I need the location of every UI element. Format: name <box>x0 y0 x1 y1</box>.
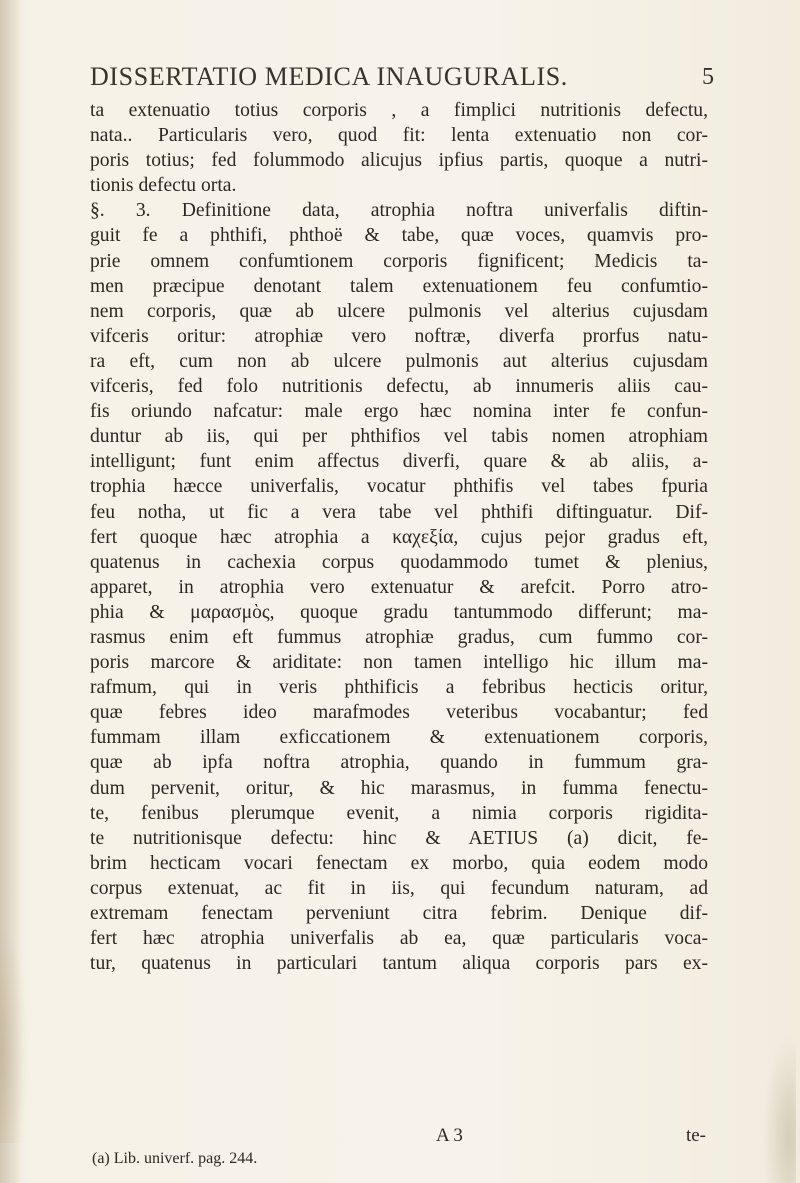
page-header <box>90 62 714 92</box>
text-line: phia & μαρασμὸς, quoque gradu tantummodo differunt; ma- <box>90 601 708 623</box>
text-line: men præcipue denotant talem extenuationem feu confumtio- <box>90 275 708 297</box>
text-line: corpus extenuat, ac fit in iis, qui fecundum naturam, ad <box>90 877 708 899</box>
text-line: rasmus enim eft fummus atrophiæ gradus, cum fummo cor- <box>90 626 708 648</box>
text-line: brim hecticam vocari fenectam ex morbo, quia eodem modo <box>90 852 708 874</box>
text-line: ta extenuatio totius corporis , a fimplici nutritionis defectu, <box>90 100 708 121</box>
catchword-row <box>90 1125 708 1151</box>
text-line: quæ febres ideo marafmodes veteribus vocabantur; fed <box>90 702 708 724</box>
text-line: fummam illam exficcationem & extenuationem corporis, <box>90 727 708 749</box>
text-line: dum pervenit, oritur, & hic marasmus, in fumma fenectu- <box>90 777 708 799</box>
text-line: nem corporis, quæ ab ulcere pulmonis vel alterius cujusdam <box>90 300 708 322</box>
body-text <box>90 98 708 976</box>
text-line: fert hæc atrophia univerfalis ab ea, quæ particularis voca- <box>90 928 708 950</box>
running-head: DISSERTATIO MEDICA INAUGURALIS. <box>90 62 568 91</box>
text-line: te, fenibus plerumque evenit, a nimia corporis rigidita- <box>90 802 708 824</box>
page-number: 5 <box>702 64 714 90</box>
text-line: intelligunt; funt enim affectus diverfi, quare & ab aliis, a- <box>90 451 708 473</box>
text-line: vifceris, fed folo nutritionis defectu, ab innumeris aliis cau- <box>90 376 708 398</box>
text-line: poris totius; fed folummodo alicujus ipfius partis, quoque a nutri- <box>90 150 708 172</box>
catchword: te- <box>685 1125 706 1146</box>
text-line: duntur ab iis, qui per phthifios vel tabis nomen atrophiam <box>90 426 708 448</box>
paper-stain <box>762 1033 796 1183</box>
text-line: quæ ab ipfa noftra atrophia, quando in fummum gra- <box>90 752 708 774</box>
text-line: te nutritionisque defectu: hinc & AETIUS (a) dicit, fe- <box>90 827 708 849</box>
text-line: apparet, in atrophia vero extenuatur & arefcit. Porro atro- <box>90 576 708 598</box>
text-line: ra eft, cum non ab ulcere pulmonis aut alterius cujusdam <box>90 350 708 372</box>
text-line: nata.. Particularis vero, quod fit: lenta extenuatio non cor- <box>90 125 708 147</box>
text-line: trophia hæcce univerfalis, vocatur phthifis vel tabes fpuria <box>90 476 708 498</box>
text-line: fis oriundo nafcatur: male ergo hæc nomina inter fe confun- <box>90 401 708 423</box>
text-line: rafmum, qui in veris phthificis a febribus hecticis oritur, <box>90 677 708 699</box>
signature-mark: A 3 <box>436 1125 463 1146</box>
footnote: (a) Lib. univerf. pag. 244. <box>92 1150 258 1167</box>
text-line: fert quoque hæc atrophia a καχεξία, cujus pejor gradus eft, <box>90 526 708 548</box>
text-line: guit fe a phthifi, phthoë & tabe, quæ voces, quamvis pro- <box>90 225 708 247</box>
text-line: tionis defectu orta. <box>90 175 237 197</box>
text-line: feu notha, ut fic a vera tabe vel phthifi diftinguatur. Dif- <box>90 501 708 523</box>
text-line: tur, quatenus in particulari tantum aliqua corporis pars ex- <box>90 953 708 975</box>
text-line: poris marcore & ariditate: non tamen intelligo hic illum ma- <box>90 652 708 674</box>
text-line: quatenus in cachexia corpus quodammodo tumet & plenius, <box>90 551 708 573</box>
text-line: §. 3. Definitione data, atrophia noftra univerfalis diftin- <box>90 200 708 222</box>
paper-stain-left <box>0 923 28 1143</box>
text-line: vifceris oritur: atrophiæ vero noftræ, diverfa prorfus natu- <box>90 325 708 347</box>
text-line: extremam fenectam perveniunt citra febrim. Denique dif- <box>90 903 708 924</box>
text-line: prie omnem confumtionem corporis fignificent; Medicis ta- <box>90 250 708 272</box>
